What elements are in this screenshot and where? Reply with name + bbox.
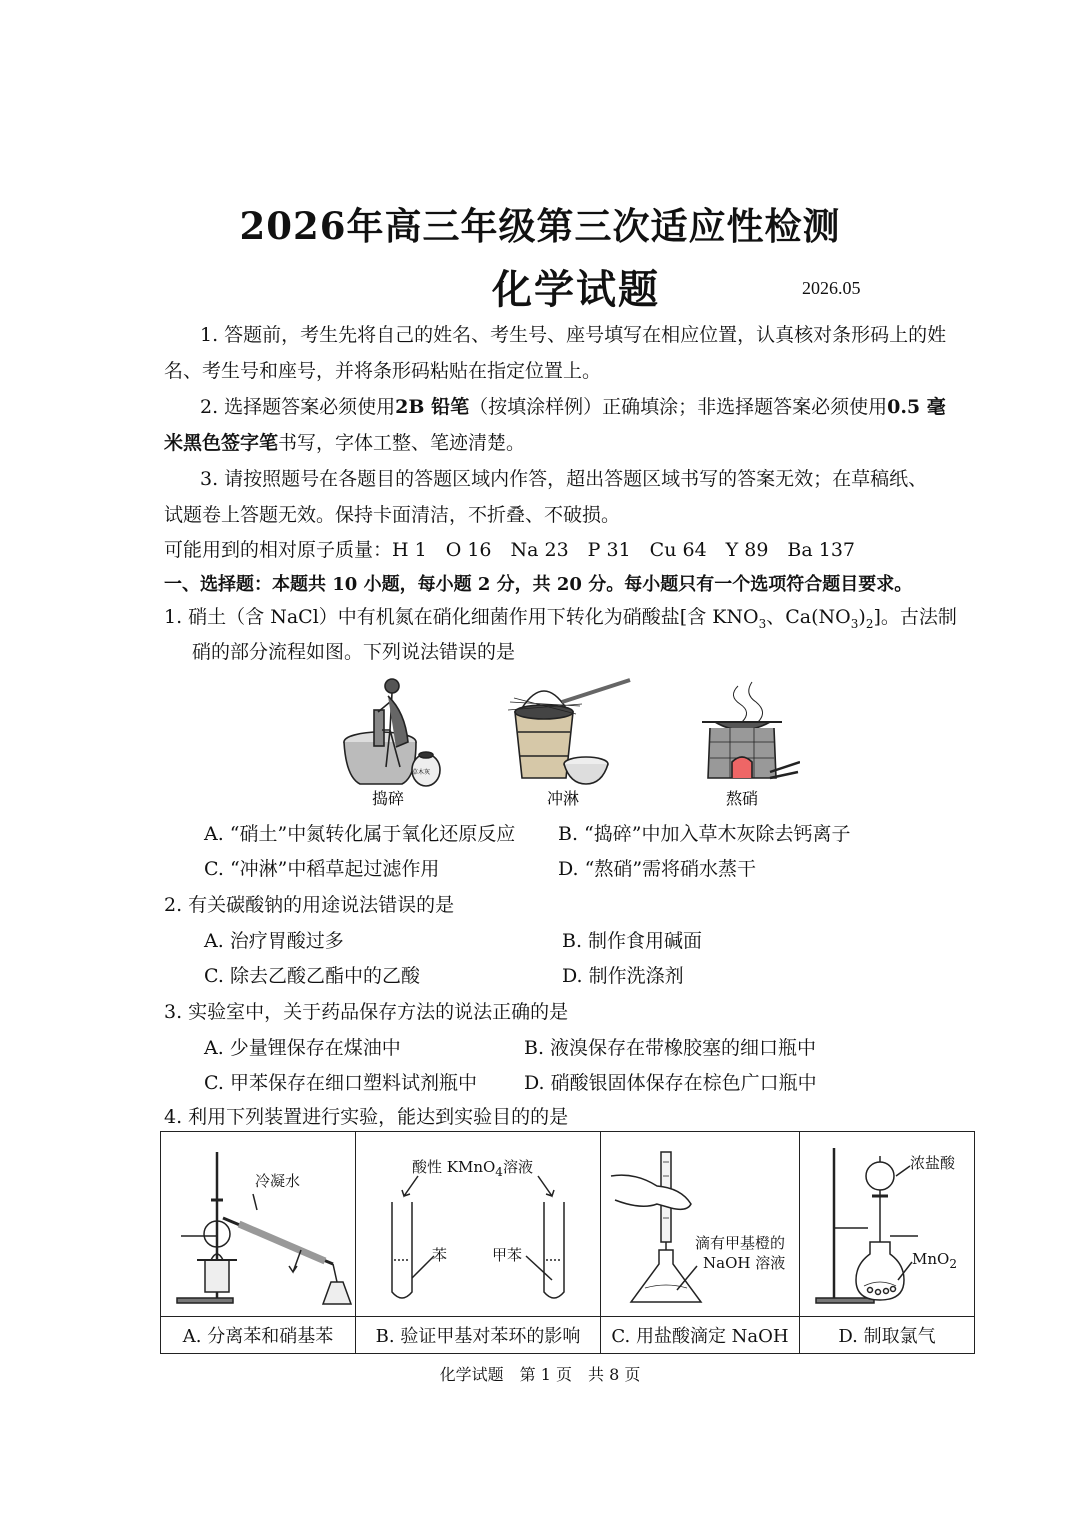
instruction-2a: 2. 选择题答案必须使用2B 铅笔（按填涂样例）正确填涂；非选择题答案必须使用0.5 毫 <box>200 396 946 418</box>
instruction-3a: 3. 请按照题号在各题目的答题区域内作答，超出答题区域书写的答案无效；在草稿纸、 <box>200 468 928 490</box>
label-indicator-2: NaOH 溶液 <box>703 1254 786 1272</box>
label-toluene: 甲苯 <box>492 1246 523 1264</box>
label-benzene: 苯 <box>432 1246 448 1264</box>
label-indicator-1: 滴有甲基橙的 <box>695 1234 786 1252</box>
q3-stem: 3. 实验室中，关于药品保存方法的说法正确的是 <box>164 1001 569 1023</box>
q1-stem-line2: 硝的部分流程如图。下列说法错误的是 <box>192 641 516 663</box>
titration-apparatus <box>601 1132 799 1312</box>
q1-option-c: C. “冲淋”中稻草起过滤作用 <box>204 858 440 880</box>
boiling-illustration <box>702 682 800 778</box>
label-cooling-water: 冷凝水 <box>255 1172 301 1190</box>
label-mno2: MnO$_2$ <box>912 1250 957 1271</box>
jar-label: 草木灰 <box>412 769 431 776</box>
q2-option-b: B. 制作食用碱面 <box>562 930 703 952</box>
q4-option-d: D. 制取氯气 <box>800 1317 975 1354</box>
q2-option-c: C. 除去乙酸乙酯中的乙酸 <box>204 965 420 987</box>
q2-option-a: A. 治疗胃酸过多 <box>204 930 344 952</box>
distillation-apparatus <box>161 1132 355 1312</box>
atomic-masses: 可能用到的相对原子质量：H 1 O 16 Na 23 P 31 Cu 64 Y 89 Ba 137 <box>164 539 856 561</box>
instruction-1a: 1. 答题前，考生先将自己的姓名、考生号、座号填写在相应位置，认真核对条形码上的姓 <box>200 324 947 346</box>
q1-process-figure <box>330 672 800 812</box>
exam-title: 2026年高三年级第三次适应性检测 <box>239 204 841 248</box>
q2-option-d: D. 制作洗涤剂 <box>562 965 684 987</box>
instruction-1b: 名、考生号和座号，并将条形码粘贴在指定位置上。 <box>164 360 602 382</box>
q4-option-c: C. 用盐酸滴定 NaOH <box>601 1317 800 1354</box>
page-footer: 化学试题 第 1 页 共 8 页 <box>439 1365 641 1384</box>
q4-option-a: A. 分离苯和硝基苯 <box>161 1317 356 1354</box>
q1-option-b: B. “捣碎”中加入草木灰除去钙离子 <box>558 823 851 845</box>
label-kmno4: 酸性 KMnO$_4$溶液 <box>412 1158 533 1179</box>
apparatus-c-cell <box>601 1132 800 1317</box>
label-conc-hcl: 浓盐酸 <box>910 1154 956 1172</box>
q4-stem: 4. 利用下列装置进行实验，能达到实验目的的是 <box>164 1106 569 1128</box>
apparatus-d-cell <box>800 1132 975 1317</box>
section-heading: 一、选择题：本题共 10 小题，每小题 2 分，共 20 分。每小题只有一个选项符合题目要求。 <box>164 574 913 595</box>
q2-stem: 2. 有关碳酸钠的用途说法错误的是 <box>164 894 455 916</box>
q1-option-a: A. “硝土”中氮转化属于氧化还原反应 <box>204 823 516 845</box>
q3-option-c: C. 甲苯保存在细口塑料试剂瓶中 <box>204 1072 477 1094</box>
fig-label-rinsing: 冲淋 <box>547 789 580 808</box>
q1-stem-line1: 1. 硝土（含 NaCl）中有机氮在硝化细菌作用下转化为硝酸盐[含 $KNO_3$、$Ca(NO_3)_2$]。古法制 <box>164 606 957 631</box>
subject-title: 化学试题 <box>492 266 660 313</box>
q4-option-b: B. 验证甲基对苯环的影响 <box>356 1317 601 1354</box>
fig-label-boiling: 熬硝 <box>726 789 759 808</box>
fig-label-pounding: 捣碎 <box>372 789 405 808</box>
q1-option-d: D. “熬硝”需将硝水蒸干 <box>558 858 757 880</box>
exam-date: 2026.05 <box>802 278 861 298</box>
instruction-3b: 试题卷上答题无效。保持卡面清洁，不折叠、不破损。 <box>164 504 621 526</box>
apparatus-a-cell <box>161 1132 356 1317</box>
q3-option-b: B. 液溴保存在带橡胶塞的细口瓶中 <box>524 1037 817 1059</box>
q3-option-d: D. 硝酸银固体保存在棕色广口瓶中 <box>524 1072 817 1094</box>
apparatus-b-cell <box>356 1132 601 1317</box>
q3-option-a: A. 少量锂保存在煤油中 <box>204 1037 401 1059</box>
instruction-2b: 米黑色签字笔书写，字体工整、笔迹清楚。 <box>164 432 526 454</box>
rinsing-illustration <box>508 680 630 784</box>
q4-apparatus-table <box>160 1131 975 1354</box>
